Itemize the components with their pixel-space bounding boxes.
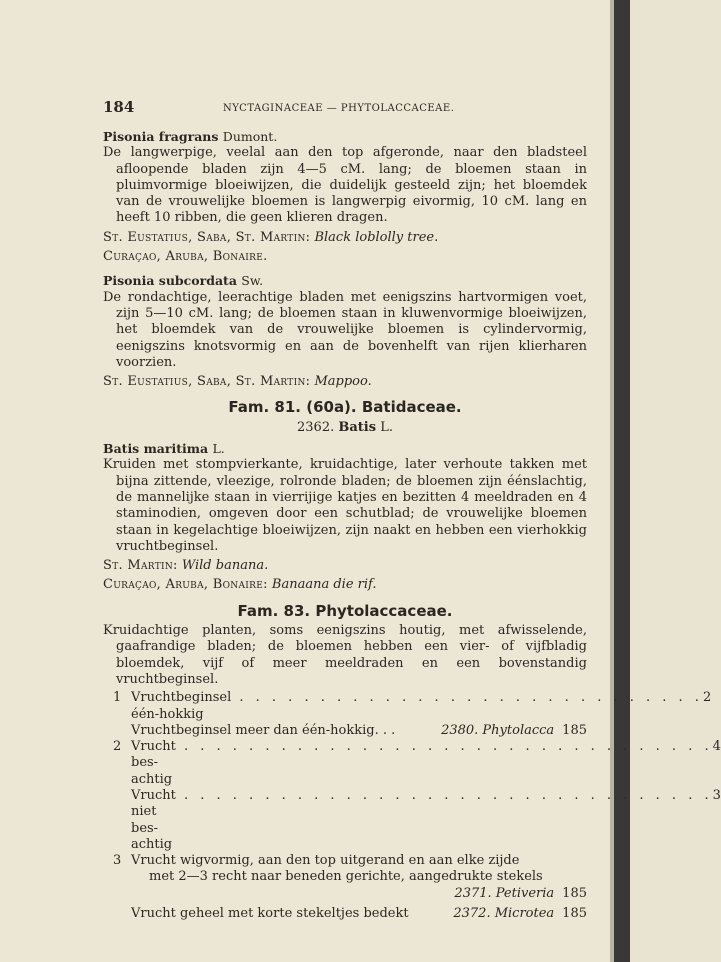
page-edge bbox=[614, 0, 630, 962]
page-header bbox=[103, 99, 587, 121]
locality-line bbox=[103, 558, 587, 574]
running-title: NYCTAGINACEAE — PHYTOLACCACEAE. bbox=[223, 103, 455, 114]
key-result: 4 bbox=[712, 739, 721, 755]
genus-name: Batis bbox=[338, 419, 377, 435]
key-row bbox=[103, 853, 587, 869]
species-author: Dumont. bbox=[222, 129, 278, 144]
key-page: 185 bbox=[562, 906, 587, 922]
family-heading: Fam. 81. (60a). Batidaceae. bbox=[228, 398, 462, 417]
species-description: De rondachtige, leerachtige bladen met eenigszins hartvormigen voet, zijn 5—10 cM. lang; de bloemen staan in kluwenvormige bloeiwijzen, het bloemdek van de vrouwelijke bloemen is cylindervormig, eenigszins knotsvormig en aan de bovenhelft van rijen klierharen voorzien. bbox=[103, 289, 587, 370]
key-row bbox=[103, 886, 587, 902]
dot-leader: . . . . . . . . . . . . . . . . . . . . . . . . . . . . . bbox=[231, 690, 703, 706]
vernacular-name: Banaana die rif. bbox=[271, 577, 377, 593]
key-page: 185 bbox=[562, 722, 587, 738]
vernacular-name: Mappoo. bbox=[314, 374, 372, 390]
species-heading bbox=[103, 273, 587, 289]
key-continuation: met 2—3 recht naar beneden gerichte, aangedrukte stekels bbox=[149, 869, 543, 885]
locality-line bbox=[103, 577, 587, 593]
key-row bbox=[103, 739, 721, 788]
key-genus: 2371. Petiveria bbox=[454, 885, 555, 901]
locality-line bbox=[103, 230, 587, 246]
key-text: Vruchtbeginsel één-hokkig bbox=[131, 690, 232, 722]
species-author: L. bbox=[212, 441, 225, 457]
key-genus: 2372. Microtea bbox=[453, 906, 555, 922]
key-text: Vrucht niet bes-achtig bbox=[131, 787, 176, 852]
key-row bbox=[103, 690, 712, 723]
species-name: Pisonia fragrans bbox=[103, 129, 219, 144]
species-name: Batis maritima bbox=[103, 441, 209, 457]
dot-leader: . . . . . . . . . . . . . . . . . . . . . . . . . . . . . . . . . bbox=[175, 787, 713, 803]
locality-islands: St. Martin: bbox=[103, 558, 178, 574]
family-description: Kruidachtige planten, soms eenigszins houtig, met afwisselende, gaafrandige bladen; de bloemen hebben een vier- of vijfbladig bloemdek, vijf of meer meeldraden en een bovenstandig vruchtbeginsel. bbox=[103, 623, 587, 687]
key-text: Vruchtbeginsel meer dan één-hokkig. . . bbox=[131, 722, 396, 738]
key-text: Vrucht geheel met korte stekeltjes bedekt bbox=[131, 906, 409, 922]
locality-islands: St. Eustatius, Saba, St. Martin: bbox=[103, 374, 311, 390]
page-content bbox=[103, 98, 721, 922]
key-result: 3 bbox=[712, 787, 721, 803]
key-result: 2 bbox=[702, 690, 712, 706]
key-number: 1 bbox=[113, 690, 122, 706]
key-row bbox=[103, 787, 721, 853]
species-heading bbox=[103, 129, 587, 145]
species-author: Sw. bbox=[241, 273, 264, 289]
key-text: Vrucht bes-achtig bbox=[131, 739, 176, 787]
vernacular-name: Black loblolly tree. bbox=[314, 229, 439, 245]
locality-islands: Curaçao, Aruba, Bonaire. bbox=[103, 249, 268, 265]
key-genus: 2380. Phytolacca bbox=[441, 722, 555, 738]
vernacular-name: Wild banana. bbox=[181, 558, 269, 574]
identification-key bbox=[103, 690, 721, 922]
key-number: 3 bbox=[113, 853, 122, 869]
locality-islands: Curaçao, Aruba, Bonaire: bbox=[103, 577, 268, 593]
dot-leader: . . . . . . . . . . . . . . . . . . . . . . . . . . . . . . . . . bbox=[175, 739, 713, 755]
key-text: Vrucht wigvormig, aan den top uitgerand en aan elke zijde bbox=[131, 853, 520, 869]
key-row bbox=[103, 723, 587, 739]
locality-line bbox=[103, 374, 587, 390]
species-heading bbox=[103, 441, 587, 457]
species-description: Kruiden met stompvierkante, kruidachtige, later verhoute takken met bijna zittende, vleezige, rolronde bladen; de bloemen zijn éénslachtig, de mannelijke staan in vierrijige katjes en bezitten 4 meeldraden en 4 staminodien, omgeven door een schutblad; de vrouwelijke bloemen staan in kegelachtige bloeiwijzen, zijn naakt en hebben een vierhokkig vruchtbeginsel. bbox=[103, 457, 587, 554]
key-page: 185 bbox=[562, 885, 587, 901]
locality-islands: St. Eustatius, Saba, St. Martin: bbox=[103, 229, 311, 245]
key-number: 2 bbox=[113, 739, 122, 755]
page-number: 184 bbox=[103, 98, 135, 116]
family-heading: Fam. 83. Phytolaccaceae. bbox=[237, 601, 453, 620]
species-description: De langwerpige, veelal aan den top afgeronde, naar den bladsteel afloopende bladen zijn 4—5 cM. lang; de bloemen staan in pluimvormige bloeiwijzen, die duidelijk gesteeld zijn; het bloemdek van de vrouwelijke bloemen is langwerpig eivormig, 10 cM. lang en heeft 10 ribben, die geen klieren dragen. bbox=[103, 145, 587, 226]
genus-number: 2362. bbox=[297, 419, 335, 435]
locality-line bbox=[103, 249, 587, 265]
genus-author: L. bbox=[380, 419, 393, 435]
species-name: Pisonia subcordata bbox=[103, 273, 237, 289]
genus-heading bbox=[103, 420, 587, 436]
key-row bbox=[103, 906, 587, 922]
